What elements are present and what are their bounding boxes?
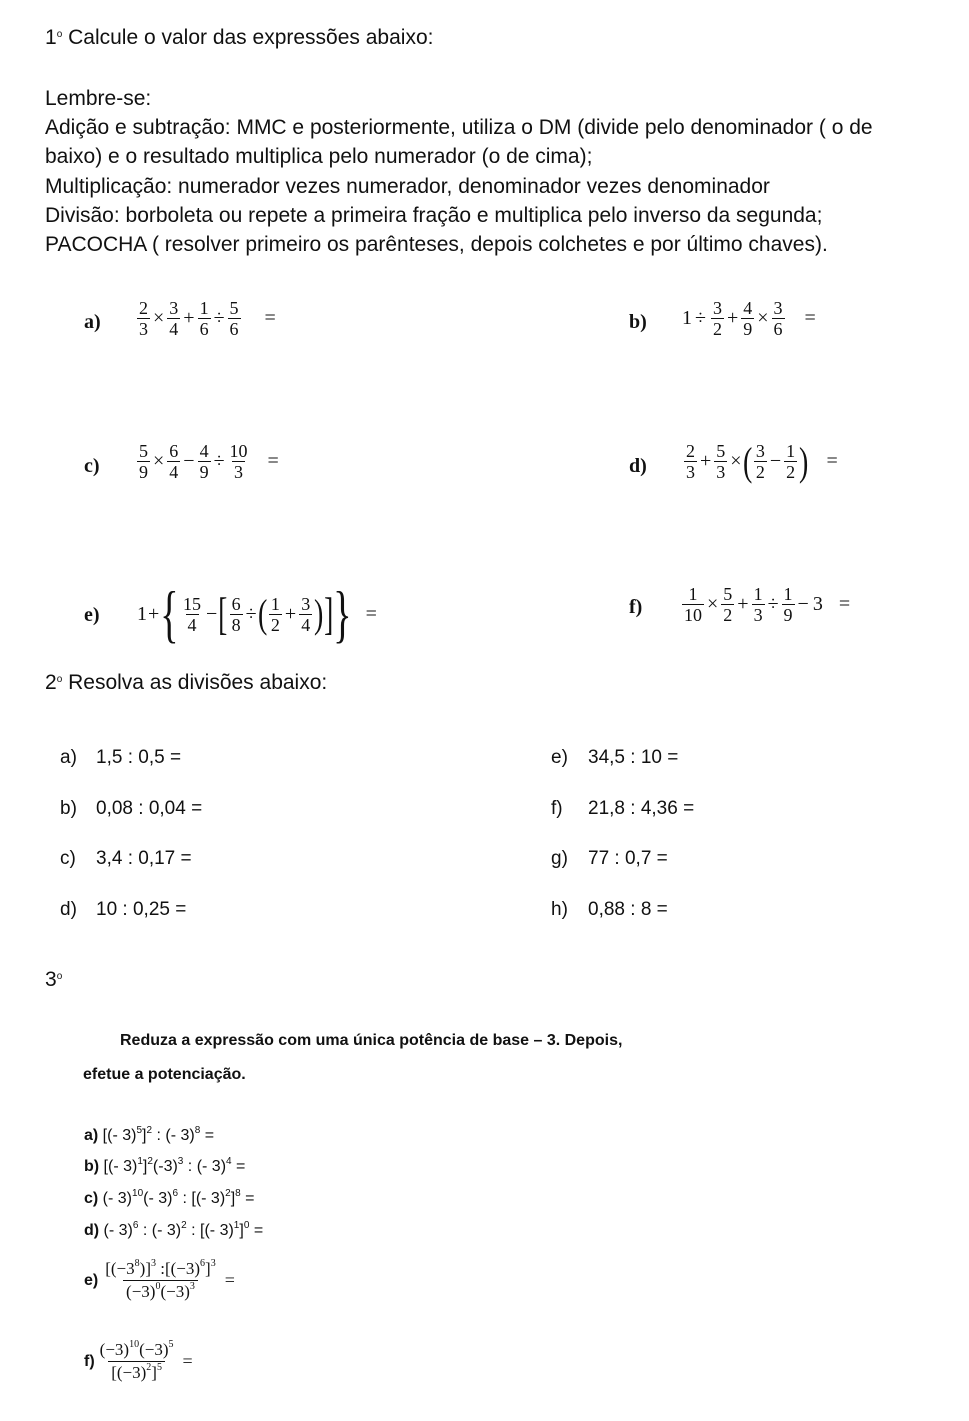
power-c: c) (- 3)$^{10}$(- 3)$^6$ : [(- 3)$^2$]$^8$ = (84, 1188, 255, 1207)
power-e-label: e) (84, 1271, 99, 1289)
q2-title: Resolva as divisões abaixo: (68, 671, 328, 694)
division-e-expression: 34,5 : 10 = (588, 747, 679, 768)
q3-instruction-line-1: Reduza a expressão com uma única potência de base – 3. Depois, (120, 1032, 623, 1049)
q3-instruction-line-2: efetue a potenciação. (83, 1066, 246, 1083)
reminder-line-1: Adição e subtração: MMC e posteriormente, utiliza o DM (divide pelo denominador ( o de (45, 116, 873, 139)
fraction: $\frac{(-3)^{10}(-3)^5}{[(-3)^2]^5}$ (99, 1339, 174, 1382)
fraction: $\frac{1}{10}$ (684, 584, 702, 625)
fraction: $\frac{2}{3}$ (139, 298, 148, 339)
q3-ordinal: o (56, 971, 63, 982)
fraction: $\frac{10}{3}$ (229, 441, 248, 482)
reminder-line-3: Multiplicação: numerador vezes numerador, denominador vezes denominador (45, 175, 770, 198)
power-d: d) (- 3)$^6$ : (- 3)$^2$ : [(- 3)$^1$]$^0$ = (84, 1220, 264, 1239)
left-parenthesis: ( (742, 438, 752, 484)
fraction: $\frac{[(-3^8)]^3 :[(-3)^6]^3}{(-3)^0(-3)^3}$ (105, 1258, 216, 1301)
left-bracket: [ (218, 588, 228, 639)
fraction: $\frac{5}{6}$ (229, 298, 239, 339)
division-h-expression: 0,88 : 8 = (588, 899, 668, 920)
right-parenthesis: ) (799, 438, 809, 484)
power-d-label: d) (84, 1222, 100, 1239)
reminder-line-4: Divisão: borboleta ou repete a primeira fração e multiplica pelo inverso da segunda; (45, 204, 823, 227)
right-bracket: ] (323, 588, 333, 639)
exercise-f-label: f) (629, 596, 643, 618)
fraction: $\frac{3}{2}$ (755, 441, 765, 482)
division-a-label: a) (60, 747, 77, 768)
exercise-e-label: e) (84, 604, 100, 626)
division-b-expression: 0,08 : 0,04 = (96, 798, 203, 819)
division-d-expression: 10 : 0,25 = (96, 899, 187, 920)
exercise-a-expression: $\frac{2}{3}$ × $\frac{3}{4}$ + $\frac{1}{6}$ ÷ $\frac{5}{6}$ = (139, 298, 276, 339)
q2-heading (45, 671, 327, 695)
power-b: b) [(- $3)^1]^2(-3)^3$ : (- 3)$^4$ = (84, 1156, 246, 1175)
exercise-d-label: d) (629, 455, 647, 477)
fraction: $\frac{1}{9}$ (783, 584, 793, 625)
division-h-label: h) (551, 899, 568, 920)
q2-number: 2 (45, 671, 57, 694)
exercise-d-expression: $\frac{2}{3}$ + $\frac{5}{3}$ × ( $\frac{3}{2}$ − $\frac{1}{2}$ ) = (686, 438, 838, 484)
q3-heading (45, 968, 62, 992)
division-f-label: f) (551, 798, 563, 819)
q1-title: Calcule o valor das expressões abaixo: (68, 26, 434, 49)
exercise-b-label: b) (629, 311, 647, 333)
fraction: $\frac{5}{9}$ (139, 441, 148, 482)
division-a-expression: 1,5 : 0,5 = (96, 747, 182, 768)
fraction: $\frac{3}{2}$ (712, 298, 722, 339)
fraction: $\frac{3}{4}$ (169, 298, 179, 339)
fraction: $\frac{5}{2}$ (723, 584, 733, 625)
exercise-e-expression: 1 + { $\frac{15}{4}$ − [ $\frac{6}{8}$ ÷ ( $\frac{1}{2}$ + $\frac{3}{4}$ ) ] } = (137, 578, 377, 649)
power-f: f) $\frac{(-3)^{10}(-3)^5}{[(-3)^2]^5}$ = (84, 1339, 193, 1382)
fraction: $\frac{3}{6}$ (773, 298, 783, 339)
division-d-label: d) (60, 899, 77, 920)
power-e: e) $\frac{[(-3^8)]^3 :[(-3)^6]^3}{(-3)^0(-3)^3}$ = (84, 1258, 235, 1301)
fraction: $\frac{1}{6}$ (199, 298, 209, 339)
fraction: $\frac{15}{4}$ (183, 593, 201, 635)
fraction: $\frac{5}{3}$ (716, 441, 726, 482)
reminder-title: Lembre-se: (45, 87, 152, 110)
power-a: a) [(- 3)$^5$]$^2$ : (- 3)$^8$ = (84, 1125, 215, 1144)
power-c-label: c) (84, 1190, 99, 1207)
power-a-label: a) (84, 1127, 99, 1144)
fraction: $\frac{1}{3}$ (753, 584, 763, 625)
fraction: $\frac{3}{4}$ (301, 593, 311, 635)
reminder-line-5: PACOCHA ( resolver primeiro os parênteses, depois colchetes e por último chaves). (45, 233, 828, 256)
division-b-label: b) (60, 798, 77, 819)
power-f-label: f) (84, 1352, 95, 1370)
division-c-expression: 3,4 : 0,17 = (96, 848, 192, 869)
right-parenthesis: ) (314, 591, 324, 636)
exercise-c-label: c) (84, 455, 100, 477)
q3-number: 3 (45, 968, 57, 991)
q1-ordinal: o (56, 29, 63, 40)
fraction: $\frac{4}{9}$ (743, 298, 753, 339)
exercise-a-label: a) (84, 311, 101, 333)
exercise-f-expression: $\frac{1}{10}$ × $\frac{5}{2}$ + $\frac{1}{3}$ ÷ $\frac{1}{9}$ − 3 = (684, 584, 851, 625)
fraction: $\frac{1}{2}$ (270, 593, 280, 635)
fraction: $\frac{2}{3}$ (686, 441, 695, 482)
exercise-c-expression: $\frac{5}{9}$ × $\frac{6}{4}$ − $\frac{4}{9}$ ÷ $\frac{10}{3}$ = (139, 441, 279, 482)
exercise-b-expression: 1 ÷ $\frac{3}{2}$ + $\frac{4}{9}$ × $\frac{3}{6}$ = (682, 298, 816, 339)
division-c-label: c) (60, 848, 76, 869)
fraction: $\frac{4}{9}$ (199, 441, 209, 482)
left-brace: { (160, 578, 179, 649)
division-g-label: g) (551, 848, 568, 869)
power-b-label: b) (84, 1158, 100, 1175)
fraction: $\frac{6}{8}$ (231, 593, 241, 635)
q2-ordinal: o (56, 674, 63, 685)
fraction: $\frac{6}{4}$ (169, 441, 179, 482)
right-brace: } (333, 578, 352, 649)
division-e-label: e) (551, 747, 568, 768)
division-f-expression: 21,8 : 4,36 = (588, 798, 695, 819)
q1-heading (45, 26, 433, 50)
division-g-expression: 77 : 0,7 = (588, 848, 668, 869)
reminder-line-2: baixo) e o resultado multiplica pelo numerador (o de cima); (45, 145, 593, 168)
fraction: $\frac{1}{2}$ (786, 441, 796, 482)
q1-number: 1 (45, 26, 57, 49)
left-parenthesis: ( (257, 591, 267, 636)
